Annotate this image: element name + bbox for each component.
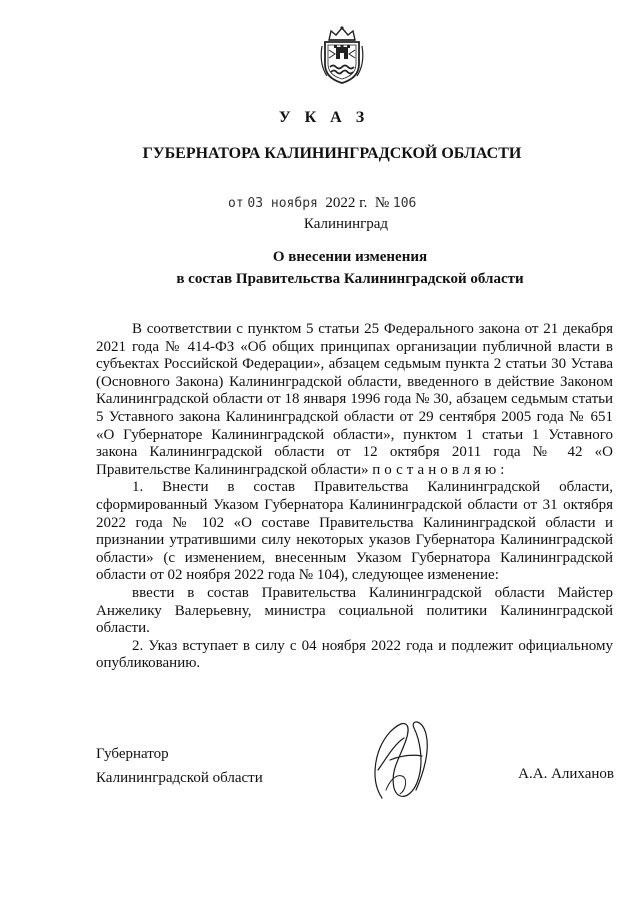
heading-line-2: в состав Правительства Калининградской области: [176, 271, 524, 287]
city-name: Калининград: [303, 216, 389, 232]
handwritten-signature-icon: [360, 710, 446, 810]
date-from-label: от: [228, 196, 244, 211]
position-line-2: Калининградской области: [96, 770, 263, 786]
item-1-text-paragraph: ввести в состав Правительства Калининградской области Майстер Анжелику Валерьевну, министра социальной политики Калининградской области.: [96, 584, 613, 637]
dateline: [228, 195, 416, 212]
decree-word: постановляю:: [372, 461, 509, 478]
signatory-position: [96, 742, 263, 790]
item-2-paragraph: 2. Указ вступает в силу с 04 ноября 2022 года и подлежит официальному опубликованию.: [96, 637, 613, 672]
number-label: №: [374, 195, 390, 211]
document-subtitle: ГУБЕРНАТОРА КАЛИНИНГРАДСКОЙ ОБЛАСТИ: [142, 145, 522, 162]
item-1-paragraph: 1. Внести в состав Правительства Калининградской области, сформированный Указом Губернатора Калининградской области от 31 октября 2022 года № 102 «О составе Правительства Калининградской области и признании утратившими силу некоторых указов Губернатора Калининградской области» (с изменением, внесенным Указом Губернатора Калининградской области от 02 ноября 2022 года № 104), следующее изменение:: [96, 479, 613, 584]
document-title: У К А З: [278, 109, 370, 126]
decree-heading: [0, 246, 640, 290]
date-year: 2022 г.: [325, 195, 368, 211]
preamble-paragraph: [96, 321, 613, 479]
decree-body: [96, 321, 613, 673]
heading-line-1: О внесении изменения: [272, 249, 428, 265]
decree-number: 106: [392, 196, 417, 211]
signatory-name: А.А. Алиханов: [518, 766, 614, 782]
preamble-text: В соответствии с пунктом 5 статьи 25 Федерального закона от 21 декабря 2021 года № 414-ФЗ «Об общих принципах организации публичной власти в субъектах Российской Федерации», абзацем седьмым пункта 2 статьи 30 Устава (Основного Закона) Калининградской области, введенного в действие Законом Калининградской области от 18 января 1996 года № 30, абзацем седьмым статьи 5 Уставного закона Калининградской области от 29 сентября 2005 года № 651 «О Губернаторе Калининградской области», пунктом 1 статьи 1 Уставного закона Калининградской области от 12 октября 2011 года № 42 «О Правительстве Калининградской области»: [96, 321, 613, 478]
date-day-month: 03 ноября: [247, 196, 318, 211]
position-line-1: Губернатор: [96, 746, 169, 762]
coat-of-arms-icon: [317, 24, 367, 86]
